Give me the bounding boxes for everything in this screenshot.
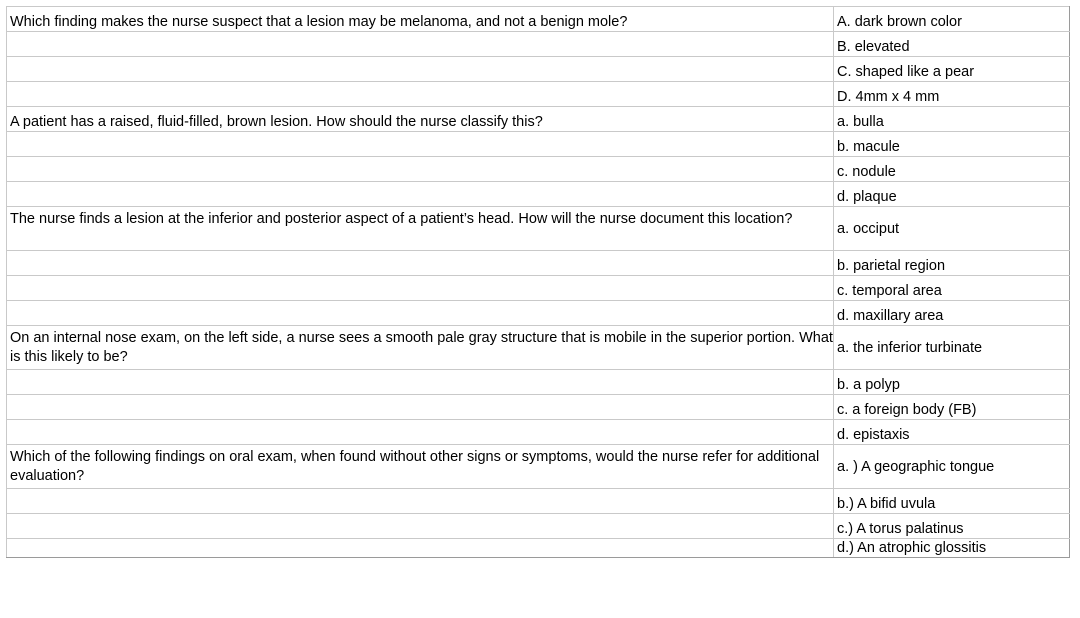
option-row [7, 182, 1070, 207]
empty-cell [7, 395, 834, 420]
option-row [7, 251, 1070, 276]
option-row [7, 301, 1070, 326]
question-row [7, 107, 1070, 132]
question-text: Which finding makes the nurse suspect that a lesion may be melanoma, and not a benign mole? [7, 7, 834, 32]
empty-cell [7, 132, 834, 157]
answer-option: d. epistaxis [834, 420, 1070, 445]
answer-option: C. shaped like a pear [834, 57, 1070, 82]
answer-option: d.) An atrophic glossitis [834, 539, 1070, 558]
answer-option: B. elevated [834, 32, 1070, 57]
empty-cell [7, 182, 834, 207]
empty-cell [7, 539, 834, 558]
option-row [7, 57, 1070, 82]
answer-option: c. a foreign body (FB) [834, 395, 1070, 420]
empty-cell [7, 276, 834, 301]
option-row [7, 157, 1070, 182]
option-row [7, 395, 1070, 420]
option-row [7, 539, 1070, 558]
option-row [7, 370, 1070, 395]
answer-option: a. the inferior turbinate [834, 326, 1070, 370]
answer-option: b.) A bifid uvula [834, 489, 1070, 514]
question-table [6, 6, 1070, 558]
empty-cell [7, 301, 834, 326]
empty-cell [7, 251, 834, 276]
answer-option: b. parietal region [834, 251, 1070, 276]
empty-cell [7, 32, 834, 57]
answer-option: D. 4mm x 4 mm [834, 82, 1070, 107]
option-row [7, 276, 1070, 301]
answer-option: b. a polyp [834, 370, 1070, 395]
question-row [7, 326, 1070, 370]
answer-option: d. plaque [834, 182, 1070, 207]
question-row [7, 207, 1070, 251]
answer-option: A. dark brown color [834, 7, 1070, 32]
answer-option: c. temporal area [834, 276, 1070, 301]
empty-cell [7, 370, 834, 395]
answer-option: a. ) A geographic tongue [834, 445, 1070, 489]
question-text: On an internal nose exam, on the left side, a nurse sees a smooth pale gray structure that is mobile in the superior portion. What is this likely to be? [7, 326, 834, 370]
option-row [7, 132, 1070, 157]
option-row [7, 82, 1070, 107]
answer-option: d. maxillary area [834, 301, 1070, 326]
empty-cell [7, 57, 834, 82]
option-row [7, 420, 1070, 445]
option-row [7, 514, 1070, 539]
option-row [7, 32, 1070, 57]
answer-option: c. nodule [834, 157, 1070, 182]
question-row [7, 445, 1070, 489]
question-text: The nurse finds a lesion at the inferior and posterior aspect of a patient’s head. How will the nurse document this location? [7, 207, 834, 251]
empty-cell [7, 420, 834, 445]
answer-option: a. bulla [834, 107, 1070, 132]
empty-cell [7, 514, 834, 539]
answer-option: c.) A torus palatinus [834, 514, 1070, 539]
empty-cell [7, 82, 834, 107]
question-row [7, 7, 1070, 32]
empty-cell [7, 157, 834, 182]
option-row [7, 489, 1070, 514]
empty-cell [7, 489, 834, 514]
question-text: A patient has a raised, fluid-filled, brown lesion. How should the nurse classify this? [7, 107, 834, 132]
question-text: Which of the following findings on oral exam, when found without other signs or symptoms, would the nurse refer for additional evaluation? [7, 445, 834, 489]
answer-option: b. macule [834, 132, 1070, 157]
answer-option: a. occiput [834, 207, 1070, 251]
question-sheet [6, 6, 1070, 558]
